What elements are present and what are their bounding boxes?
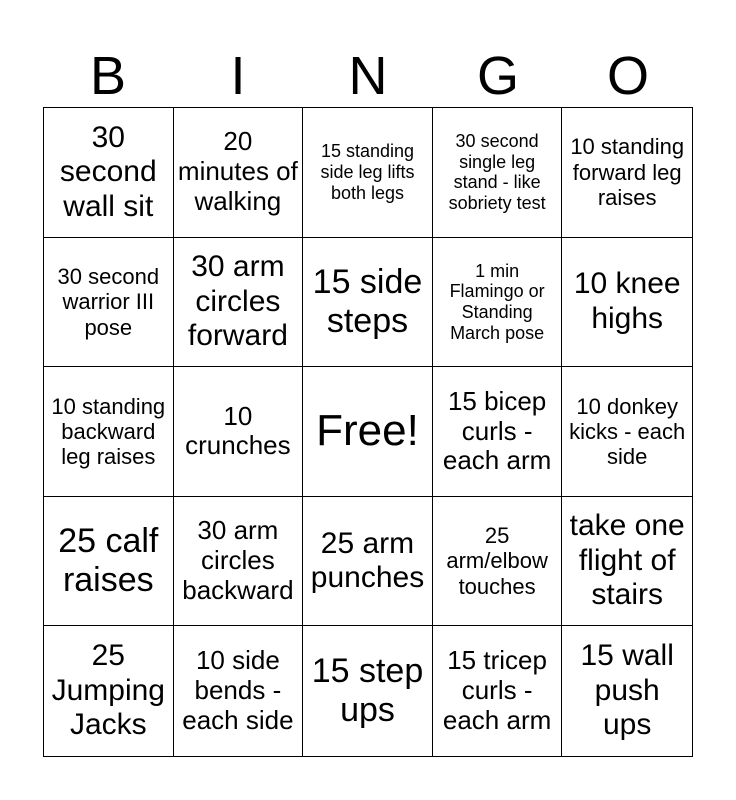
header-letter-i: I <box>230 46 246 106</box>
bingo-cell[interactable]: 15 standing side leg lifts both legs <box>303 108 433 238</box>
bingo-cell[interactable]: 10 crunches <box>174 367 304 497</box>
header-letter-n: N <box>348 46 388 106</box>
bingo-cell[interactable]: 15 step ups <box>303 626 433 756</box>
bingo-cell[interactable]: 25 Jumping Jacks <box>44 626 174 756</box>
bingo-cell[interactable]: 30 arm circles backward <box>174 497 304 627</box>
bingo-cell[interactable]: 15 bicep curls - each arm <box>433 367 563 497</box>
header-letter-b: B <box>89 46 127 106</box>
bingo-cell[interactable]: 10 standing backward leg raises <box>44 367 174 497</box>
bingo-cell[interactable]: 30 second warrior III pose <box>44 238 174 368</box>
header-letter-o: O <box>606 46 649 106</box>
bingo-cell[interactable]: 15 tricep curls - each arm <box>433 626 563 756</box>
bingo-cell[interactable]: 10 standing forward leg raises <box>562 108 692 238</box>
bingo-cell[interactable]: 10 donkey kicks - each side <box>562 367 692 497</box>
bingo-cell[interactable]: 15 side steps <box>303 238 433 368</box>
bingo-cell[interactable]: 30 second wall sit <box>44 108 174 238</box>
bingo-board <box>43 107 693 757</box>
bingo-cell[interactable]: 25 arm/elbow touches <box>433 497 563 627</box>
header-letter-g: G <box>476 46 519 106</box>
bingo-header <box>43 44 693 108</box>
bingo-cell[interactable]: 10 side bends - each side <box>174 626 304 756</box>
bingo-cell[interactable]: 30 second single leg stand - like sobriety test <box>433 108 563 238</box>
bingo-cell[interactable]: 1 min Flamingo or Standing March pose <box>433 238 563 368</box>
bingo-cell[interactable]: take one flight of stairs <box>562 497 692 627</box>
bingo-cell[interactable]: 20 minutes of walking <box>174 108 304 238</box>
bingo-cell[interactable]: 25 calf raises <box>44 497 174 627</box>
bingo-cell[interactable]: 10 knee highs <box>562 238 692 368</box>
bingo-cell[interactable]: 25 arm punches <box>303 497 433 627</box>
bingo-cell[interactable]: 30 arm circles forward <box>174 238 304 368</box>
free-space[interactable]: Free! <box>303 367 433 497</box>
bingo-cell[interactable]: 15 wall push ups <box>580 639 674 742</box>
